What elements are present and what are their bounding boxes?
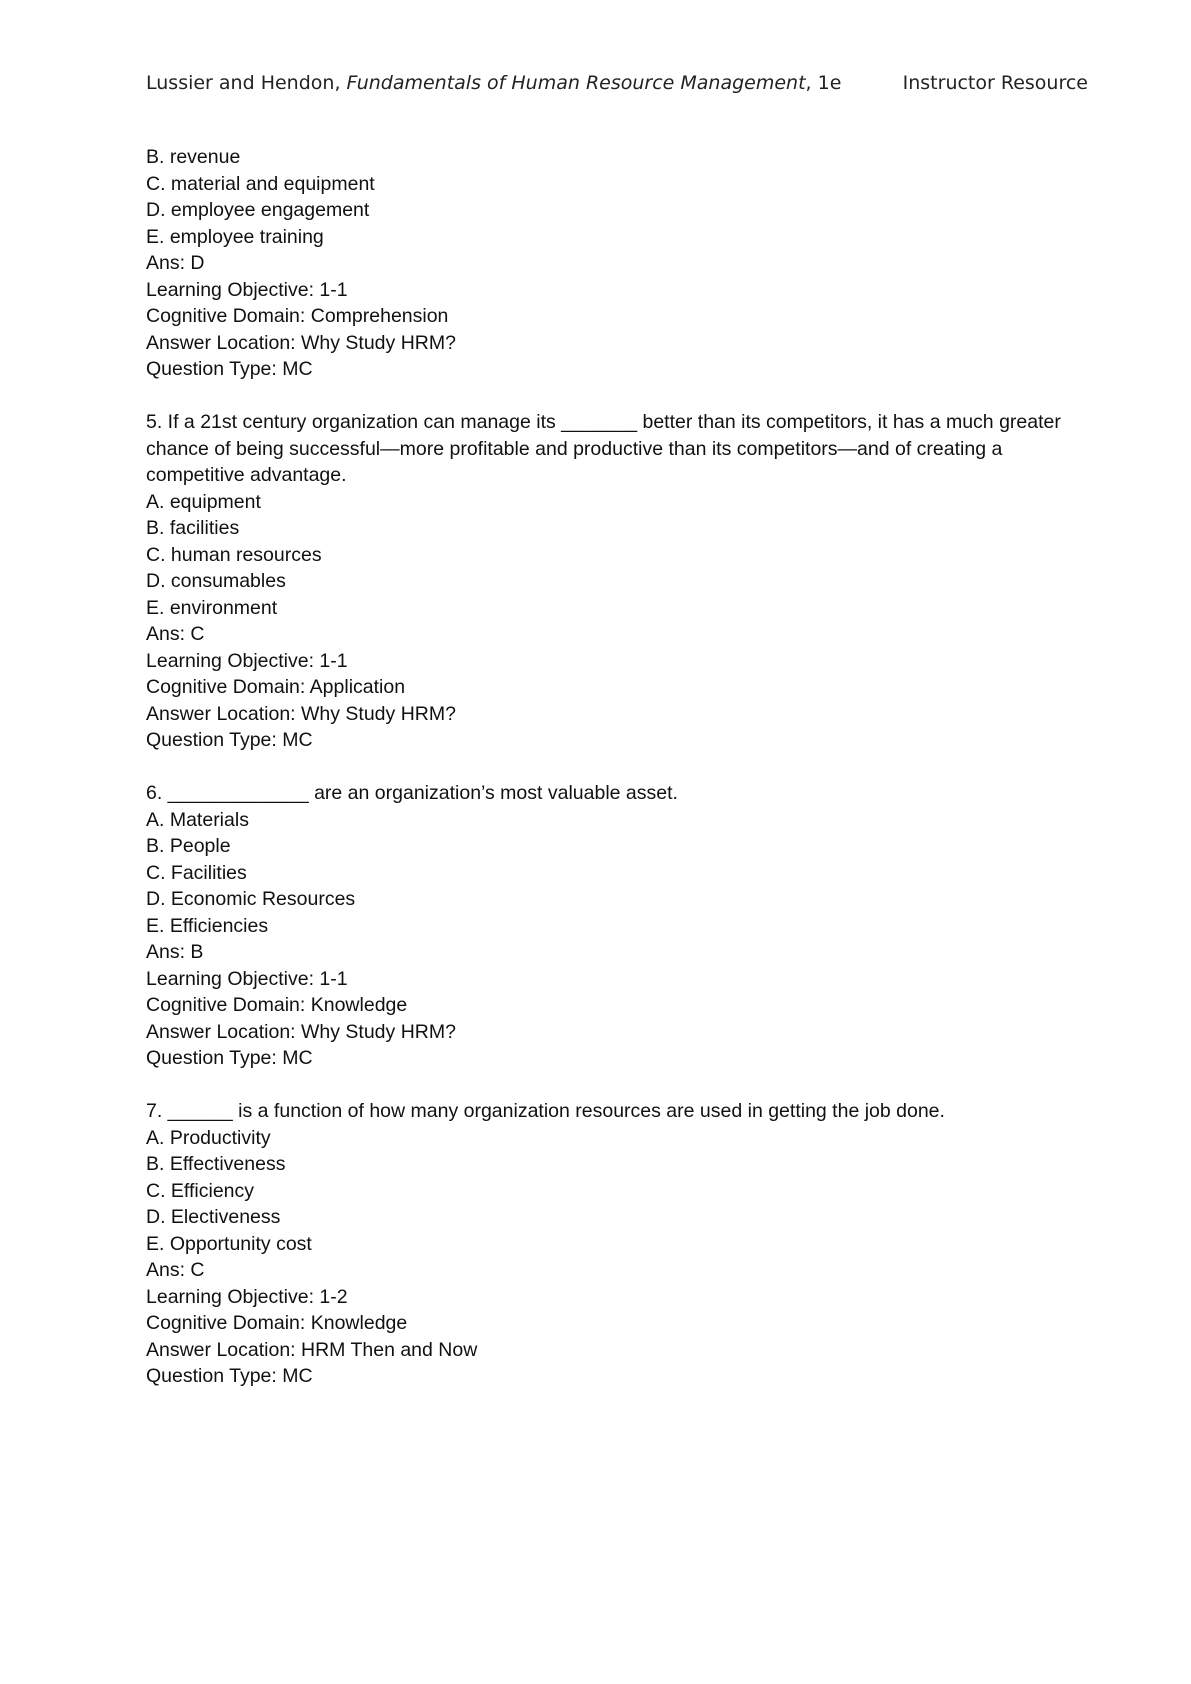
option-c: C. material and equipment: [146, 172, 375, 195]
answer: Ans: D: [146, 252, 205, 274]
question-5: [146, 409, 1096, 754]
spacer: [146, 754, 1096, 781]
option-d: D. Electiveness: [146, 1206, 281, 1228]
option-c: C. Facilities: [146, 861, 247, 884]
header-edition: , 1e: [805, 72, 842, 94]
answer: Ans: C: [146, 1259, 205, 1281]
option-b: B. People: [146, 835, 231, 857]
question-type: Question Type: MC: [146, 358, 313, 380]
cognitive-domain: Cognitive Domain: Application: [146, 676, 406, 698]
question-6: [146, 780, 1096, 1072]
cognitive-domain: Cognitive Domain: Knowledge: [146, 994, 408, 1016]
option-b: B. facilities: [146, 517, 240, 539]
option-e: E. Efficiencies: [146, 914, 269, 937]
option-d: D. employee engagement: [146, 199, 370, 221]
answer: Ans: B: [146, 941, 204, 963]
document-body: [146, 144, 1096, 1390]
answer: Ans: C: [146, 623, 205, 645]
header-citation: [146, 72, 841, 94]
question-7: [146, 1098, 1096, 1390]
question-stem: 7. ______ is a function of how many organization resources are used in getting the job done.: [146, 1100, 945, 1122]
learning-objective: Learning Objective: 1-1: [146, 649, 348, 672]
question-4-continued: [146, 144, 1096, 383]
cognitive-domain: Cognitive Domain: Comprehension: [146, 305, 449, 327]
option-a: A. Productivity: [146, 1126, 271, 1149]
spacer: [146, 1072, 1096, 1099]
header-book-title: Fundamentals of Human Resource Management: [346, 72, 806, 94]
option-b: B. revenue: [146, 146, 241, 168]
header-right-label: Instructor Resource: [902, 72, 1088, 94]
answer-location: Answer Location: HRM Then and Now: [146, 1338, 478, 1361]
answer-location: Answer Location: Why Study HRM?: [146, 702, 456, 725]
option-a: A. Materials: [146, 808, 249, 831]
cognitive-domain: Cognitive Domain: Knowledge: [146, 1312, 408, 1334]
learning-objective: Learning Objective: 1-2: [146, 1285, 348, 1308]
question-stem: 6. _____________ are an organization’s most valuable asset.: [146, 782, 678, 804]
answer-location: Answer Location: Why Study HRM?: [146, 331, 456, 354]
option-e: E. employee training: [146, 225, 324, 248]
option-c: C. Efficiency: [146, 1179, 255, 1202]
answer-location: Answer Location: Why Study HRM?: [146, 1020, 456, 1043]
option-c: C. human resources: [146, 543, 322, 566]
question-stem: 5. If a 21st century organization can manage its _______ better than its competitors, it has a much greater chance of being successful—more profitable and productive than its competitors—and of creating a competitive advantage.: [146, 411, 1061, 486]
option-b: B. Effectiveness: [146, 1153, 286, 1175]
question-type: Question Type: MC: [146, 1365, 313, 1387]
option-d: D. Economic Resources: [146, 888, 356, 910]
option-d: D. consumables: [146, 570, 286, 592]
spacer: [146, 383, 1096, 410]
question-type: Question Type: MC: [146, 729, 313, 751]
option-a: A. equipment: [146, 490, 261, 513]
learning-objective: Learning Objective: 1-1: [146, 967, 348, 990]
learning-objective: Learning Objective: 1-1: [146, 278, 348, 301]
option-e: E. environment: [146, 596, 278, 619]
question-type: Question Type: MC: [146, 1047, 313, 1069]
option-e: E. Opportunity cost: [146, 1232, 312, 1255]
header-authors: Lussier and Hendon,: [146, 72, 347, 94]
